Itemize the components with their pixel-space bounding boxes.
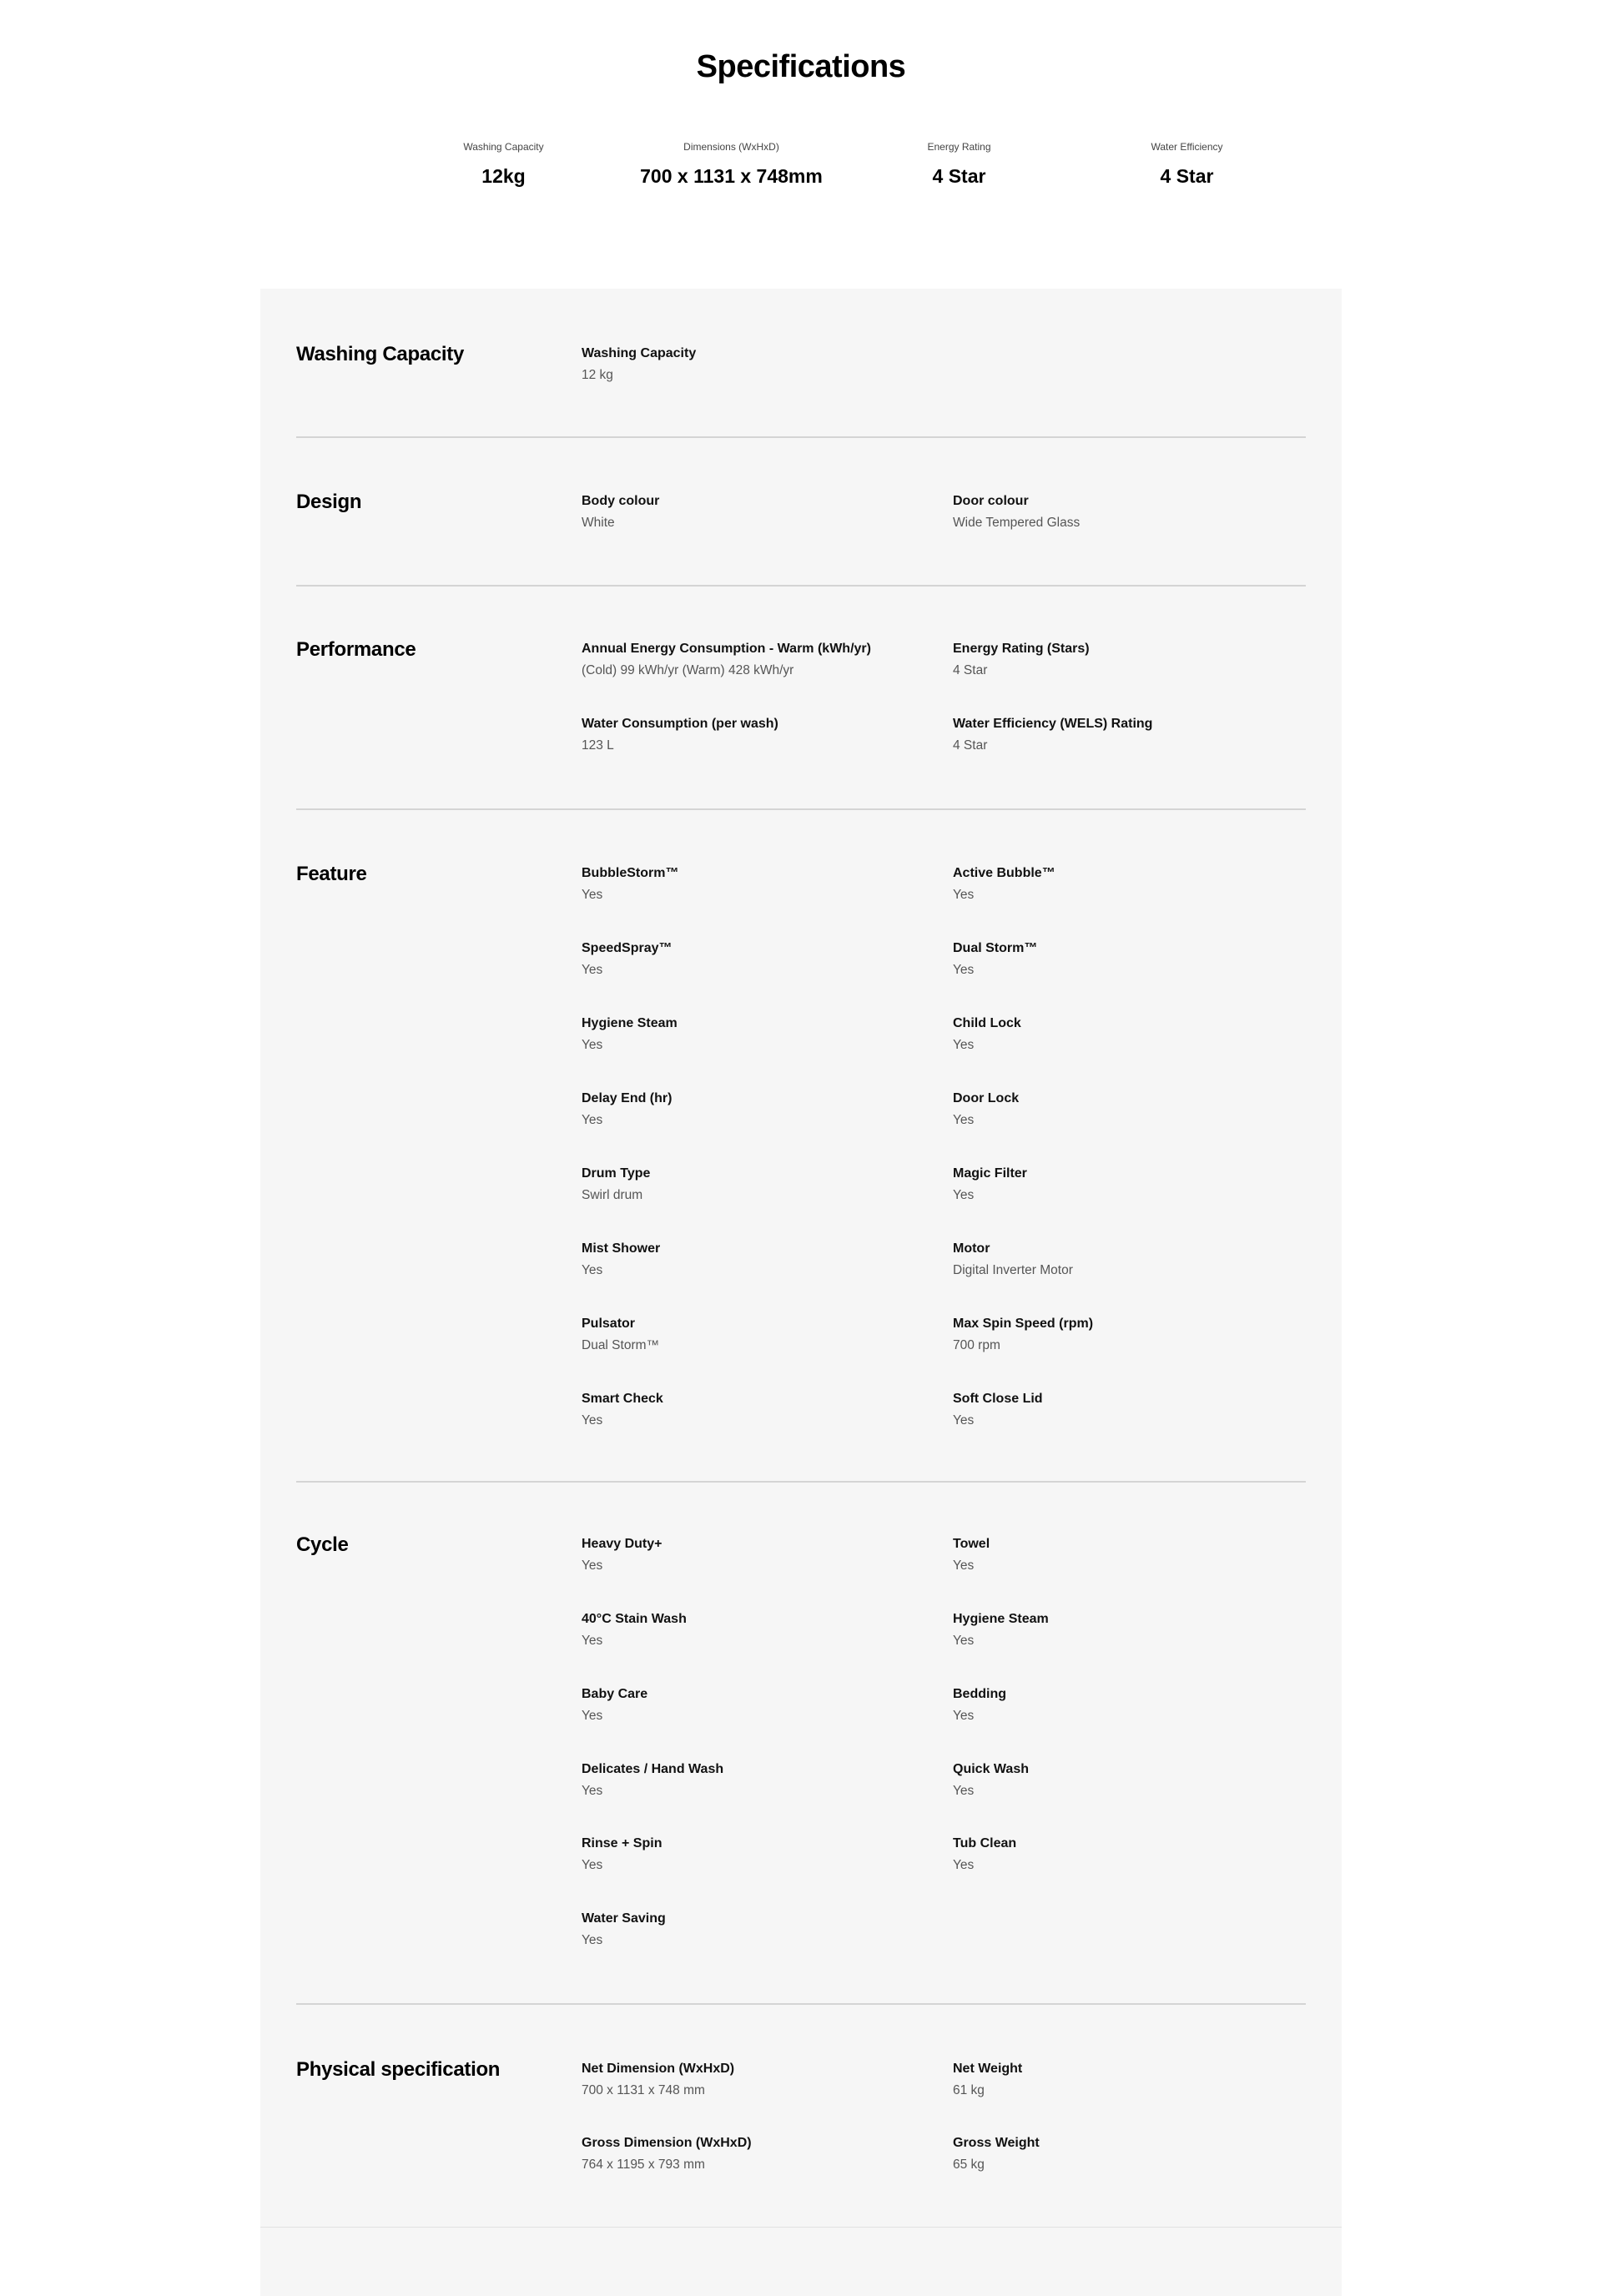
page-title: Specifications — [696, 49, 906, 84]
spec-item-value: 4 Star — [953, 738, 988, 753]
spec-item-label: Magic Filter — [953, 1166, 1027, 1181]
spec-item-value: Yes — [582, 1113, 603, 1127]
spec-item-value: 123 L — [582, 738, 614, 753]
section-title: Washing Capacity — [296, 343, 465, 365]
spec-section-feature — [296, 810, 1306, 1483]
key-spec-energy-rating — [845, 140, 1073, 189]
spec-item-value: Yes — [953, 1858, 975, 1872]
spec-section-washing-capacity — [296, 289, 1306, 438]
spec-item-label: Door Lock — [953, 1091, 1020, 1105]
key-spec-value: 4 Star — [1160, 165, 1214, 187]
spec-item-value: Yes — [953, 888, 975, 902]
spec-item-value: Yes — [582, 1784, 603, 1798]
spec-item-label: Quick Wash — [953, 1762, 1029, 1776]
key-spec-value: 12kg — [481, 165, 526, 187]
spec-item — [953, 1315, 1303, 1355]
spec-item-value: 12 kg — [582, 368, 613, 382]
spec-item — [953, 1165, 1303, 1205]
spec-item-label: Mist Shower — [582, 1241, 661, 1256]
section-title: Feature — [296, 863, 367, 885]
section-title: Physical specification — [296, 2058, 501, 2081]
spec-item-value: Yes — [953, 1188, 975, 1202]
spec-item — [953, 1760, 1303, 1800]
spec-item-value: Yes — [953, 1784, 975, 1798]
key-spec-label: Water Efficiency — [1151, 141, 1223, 153]
spec-item-label: Water Efficiency (WELS) Rating — [953, 717, 1153, 731]
spec-item — [953, 1390, 1303, 1430]
section-title: Performance — [296, 638, 416, 661]
spec-item — [582, 640, 932, 680]
spec-item — [953, 2134, 1303, 2174]
spec-item-value: Yes — [953, 1413, 975, 1427]
spec-item — [953, 1685, 1303, 1725]
spec-item-label: Tub Clean — [953, 1836, 1017, 1850]
spec-item-label: Child Lock — [953, 1016, 1021, 1030]
spec-item — [582, 1760, 932, 1800]
spec-item — [582, 1610, 932, 1650]
key-specs-summary — [390, 140, 1301, 189]
spec-item-label: Smart Check — [582, 1392, 663, 1406]
spec-table — [260, 289, 1342, 2296]
spec-item — [953, 1835, 1303, 1875]
spec-item-value: Yes — [953, 1709, 975, 1723]
spec-item — [953, 1610, 1303, 1650]
spec-item — [582, 715, 932, 755]
spec-section-cycle — [296, 1483, 1306, 2005]
spec-item-label: Heavy Duty+ — [582, 1537, 662, 1551]
spec-item-value: Yes — [582, 1413, 603, 1427]
spec-item-value: Yes — [582, 1558, 603, 1573]
spec-item-value: Yes — [582, 1038, 603, 1052]
key-spec-label: Dimensions (WxHxD) — [683, 141, 779, 153]
spec-item-value: Yes — [582, 888, 603, 902]
spec-item-value: Yes — [582, 1634, 603, 1648]
spec-item — [582, 1390, 932, 1430]
spec-item-label: Hygiene Steam — [582, 1016, 678, 1030]
spec-item-value: 700 x 1131 x 748 mm — [582, 2083, 705, 2097]
spec-item-value: Yes — [582, 1709, 603, 1723]
key-spec-water-efficiency — [1073, 140, 1301, 189]
spec-item — [953, 1090, 1303, 1130]
spec-item — [582, 492, 932, 532]
spec-item-label: 40°C Stain Wash — [582, 1612, 687, 1626]
spec-item — [582, 1240, 932, 1280]
spec-section-physical-specification — [260, 2005, 1342, 2228]
spec-item — [582, 1015, 932, 1055]
spec-item — [953, 864, 1303, 904]
spec-item-label: Hygiene Steam — [953, 1612, 1049, 1626]
spec-item-label: BubbleStorm™ — [582, 866, 679, 880]
spec-item-label: Door colour — [953, 494, 1029, 508]
spec-item — [582, 1165, 932, 1205]
spec-item-value: 65 kg — [953, 2158, 985, 2172]
spec-item — [582, 1910, 932, 1950]
spec-item-value: Yes — [582, 963, 603, 977]
spec-item-label: Pulsator — [582, 1317, 636, 1331]
spec-item — [582, 345, 932, 385]
section-title: Design — [296, 491, 362, 513]
spec-item-value: Yes — [953, 1634, 975, 1648]
spec-item-label: Bedding — [953, 1687, 1006, 1701]
spec-item-label: Body colour — [582, 494, 660, 508]
spec-item — [582, 1835, 932, 1875]
spec-item — [582, 939, 932, 979]
section-title: Cycle — [296, 1533, 349, 1556]
spec-item — [582, 1315, 932, 1355]
key-spec-washing-capacity — [390, 140, 617, 189]
spec-item-value: Yes — [953, 963, 975, 977]
spec-item — [582, 864, 932, 904]
spec-section-design — [296, 438, 1306, 587]
spec-item — [953, 939, 1303, 979]
spec-item — [953, 1015, 1303, 1055]
spec-item-label: Active Bubble™ — [953, 866, 1055, 880]
spec-item-value: Swirl drum — [582, 1188, 643, 1202]
spec-item-label: Net Weight — [953, 2062, 1023, 2076]
spec-item-value: Wide Tempered Glass — [953, 516, 1081, 530]
spec-item-value: Dual Storm™ — [582, 1338, 660, 1352]
spec-item-label: Energy Rating (Stars) — [953, 642, 1090, 656]
spec-item-label: Drum Type — [582, 1166, 651, 1181]
spec-item-label: Water Consumption (per wash) — [582, 717, 778, 731]
spec-item-value: Yes — [582, 1858, 603, 1872]
spec-item-label: Delay End (hr) — [582, 1091, 673, 1105]
spec-item — [582, 1535, 932, 1575]
spec-item-label: Gross Dimension (WxHxD) — [582, 2136, 752, 2150]
spec-item — [582, 2134, 932, 2174]
spec-item — [953, 1240, 1303, 1280]
key-spec-value: 4 Star — [932, 165, 986, 187]
spec-item-value: 4 Star — [953, 663, 988, 677]
spec-item — [582, 2060, 932, 2100]
spec-item-value: 61 kg — [953, 2083, 985, 2097]
spec-item — [582, 1090, 932, 1130]
spec-item-value: (Cold) 99 kWh/yr (Warm) 428 kWh/yr — [582, 663, 794, 677]
key-spec-dimensions — [617, 140, 845, 189]
spec-item-value: 764 x 1195 x 793 mm — [582, 2158, 705, 2172]
spec-item-label: Net Dimension (WxHxD) — [582, 2062, 735, 2076]
spec-item — [582, 1685, 932, 1725]
spec-item-label: Baby Care — [582, 1687, 648, 1701]
spec-item-value: Yes — [582, 1263, 603, 1277]
spec-item-value: Yes — [953, 1558, 975, 1573]
spec-item-label: Motor — [953, 1241, 990, 1256]
spec-item-value: 700 rpm — [953, 1338, 1000, 1352]
spec-item-label: Towel — [953, 1537, 990, 1551]
spec-item-label: Water Saving — [582, 1911, 666, 1926]
spec-section-performance — [296, 587, 1306, 810]
spec-item — [953, 492, 1303, 532]
spec-item-label: SpeedSpray™ — [582, 941, 673, 955]
spec-item-label: Annual Energy Consumption - Warm (kWh/yr) — [582, 642, 871, 656]
spec-item-value: Yes — [953, 1113, 975, 1127]
spec-item-value: Yes — [953, 1038, 975, 1052]
spec-item-value: White — [582, 516, 615, 530]
key-spec-label: Washing Capacity — [463, 141, 544, 153]
spec-item — [953, 715, 1303, 755]
key-spec-value: 700 x 1131 x 748mm — [640, 165, 823, 187]
spec-item-value: Yes — [582, 1933, 603, 1947]
spec-item-label: Rinse + Spin — [582, 1836, 662, 1850]
key-spec-label: Energy Rating — [927, 141, 991, 153]
spec-item-label: Max Spin Speed (rpm) — [953, 1317, 1094, 1331]
spec-item — [953, 2060, 1303, 2100]
spec-item-label: Delicates / Hand Wash — [582, 1762, 724, 1776]
spec-item — [953, 1535, 1303, 1575]
spec-item-label: Washing Capacity — [582, 346, 697, 360]
spec-item-label: Soft Close Lid — [953, 1392, 1043, 1406]
spec-item-label: Gross Weight — [953, 2136, 1040, 2150]
spec-item — [953, 640, 1303, 680]
spec-item-label: Dual Storm™ — [953, 941, 1038, 955]
spec-item-value: Digital Inverter Motor — [953, 1263, 1073, 1277]
